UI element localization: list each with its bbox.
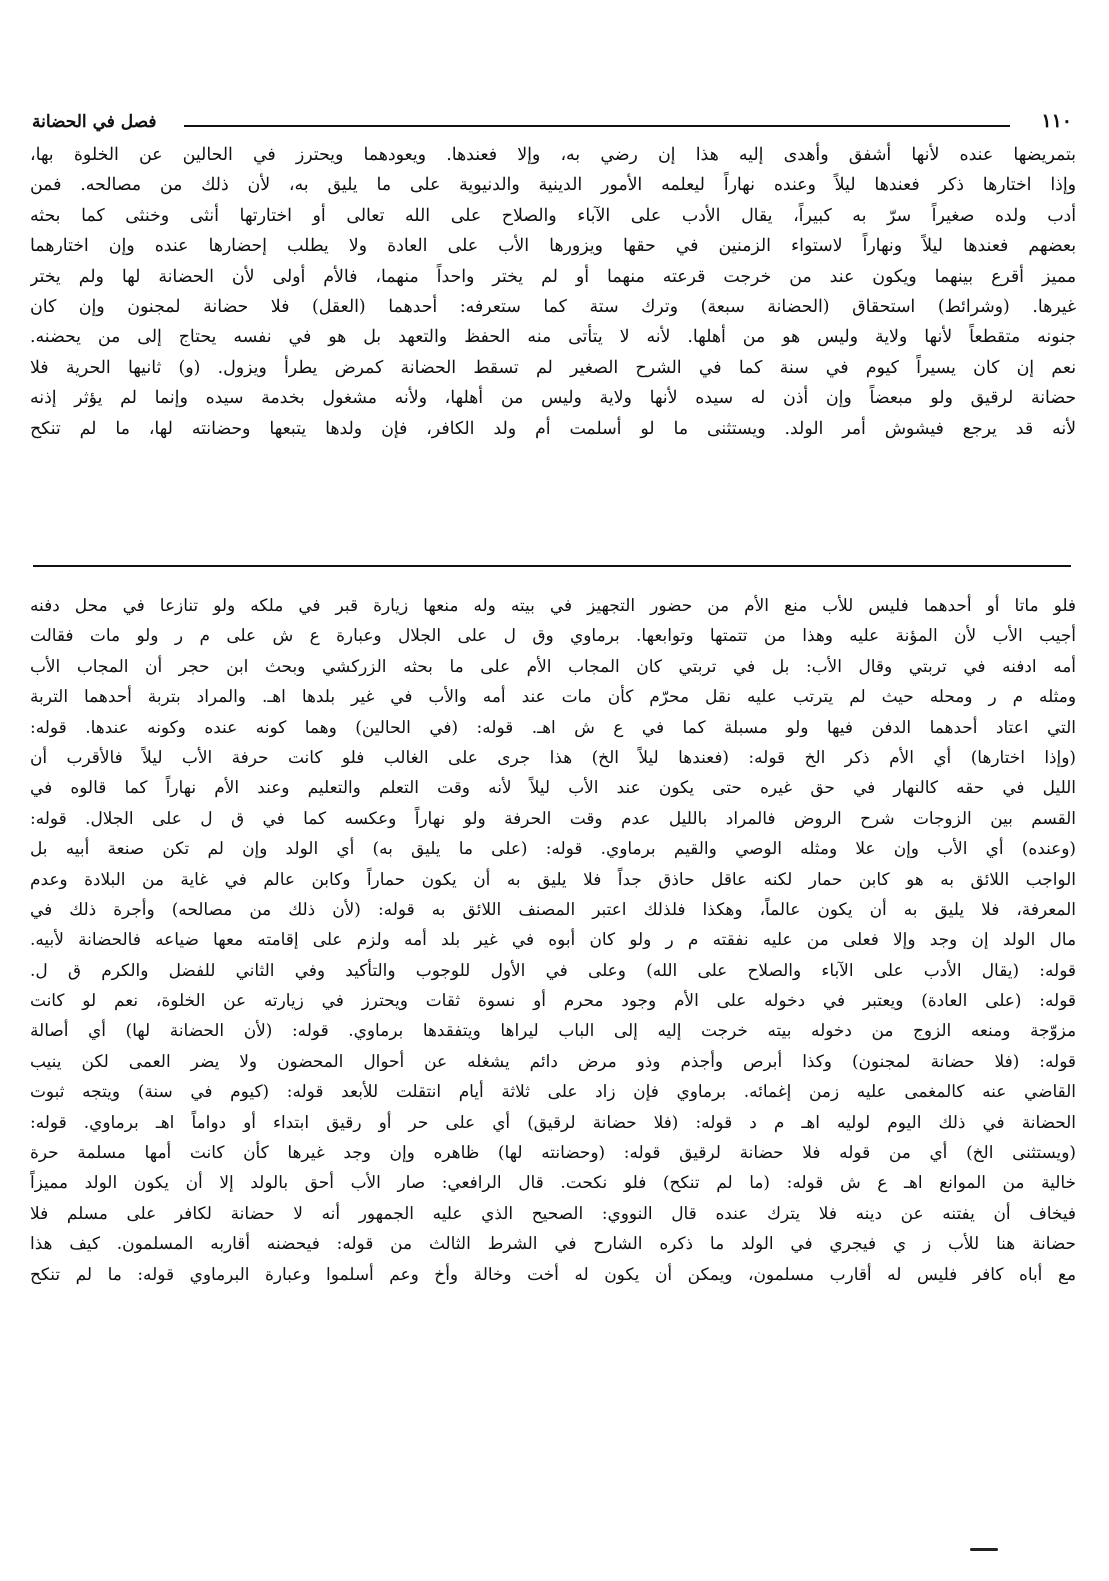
footnote-line: خالية من الموانع اهـ ع ش قوله: (ما لم تنكح) فلو نكحت. قال الرافعي: صار الأب أحق بالولد إلا أن يكون الولد مميزاً	[30, 1172, 1076, 1193]
footnote-text	[30, 590, 1076, 1289]
main-text-line: أدب ولده صغيراً سرّ به كبيراً، يقال الأدب على الآباء والصلاح على الله تعالى أو اختارتها أنثى وخنثى كما بحثه	[30, 205, 1076, 226]
header-rule	[184, 125, 1010, 127]
section-title: فصل في الحضانة	[32, 112, 157, 132]
footnote-line: الليل في حقه كالنهار في حق غيره حتى يكون عند الأب ليلاً لأنه وقت التعلم والتعليم وعند الأم نهاراً كما قالوه في	[30, 777, 1076, 798]
footnote-line: القسم بين الزوجات شرح الروض فالمراد بالليل عدم وقت الحرفة ولو نهاراً وعكسه كما في ق ل على الجلال. قوله:	[30, 807, 1076, 828]
main-text-line: غيرها. (وشرائط) استحقاق (الحضانة سبعة) وترك ستة كما ستعرفه: أحدهما (العقل) فلا حضانة لمجنون وإن كان	[30, 296, 1076, 317]
main-text-line: لأنه قد يرجع فيشوش أمر الولد. ويستثنى ما لو أسلمت أم ولد الكافر، فإن ولدها يتبعها وحضانته لها، ما لم تنكح	[30, 418, 1076, 439]
main-text-line: مميز أقرع بينهما ويكون عند من خرجت قرعته منهما أو لم يختر واحداً منهما، فالأم أولى لأن الحضانة لها ولم يختر	[30, 266, 1076, 287]
footnote-line: الواجب اللائق به هو كابن حمار لكنه عاقل حاذق جداً فلا يليق به أن يكون حماراً وكابن عالم في غاية من البلادة وعدم	[30, 868, 1076, 889]
main-text-line: بعضهم فعندها ليلاً ونهاراً لاستواء الزمنين في حقها ويزورها الأب على العادة ولا يطلب إحضارها عنده وإن اختارهما	[30, 236, 1076, 257]
main-text-line: بتمريضها عنده لأنها أشفق وأهدى إليه هذا إن رضي به، وإلا فعندها. ويعودهما ويحترز في الحالين عن الخلوة بها،	[30, 145, 1076, 165]
footnote-line: (وإذا اختارها) أي الأم ذكر الخ قوله: (فعندها ليلاً الخ) هذا جرى على الغالب فلو كانت حرفة الأب ليلاً فالأقرب أن	[30, 746, 1076, 767]
main-text-line: جنونه متقطعاً لأنها ولاية وليس هو من أهلها. لأنه لا يتأتى منه الحفظ والتعهد بل هو في نفسه يحتاج إلى من يحضنه.	[30, 327, 1076, 348]
footnote-line: أمه ادفنه في تربتي وقال الأب: بل في تربتي كان المجاب الأم على ما بحثه الزركشي وبحث ابن حجر أن المجاب الأب	[30, 655, 1076, 676]
footnote-line: ومثله م ر ومحله حيث لم يترتب عليه نقل محرّم كأن مات عند أمه والأب في غير بلدها اهـ. والمراد بتربة أحدهما التربة	[30, 686, 1076, 707]
footnote-line: مال الولد إن وجد وإلا فعلى من عليه نفقته م ر ولو كان أبوه في غير بلد أمه ولزم على إقامته معها ضياعه فالحضانة لأبيه.	[30, 929, 1076, 950]
footnote-line: مع أباه كافر فليس له أقارب مسلمون، ويمكن أن يكون له أخت وخالة وأخ وعم أسلموا وعبارة البرماوي قوله: ما لم تنكح	[30, 1263, 1076, 1284]
footnote-line: فيخاف أن يفتنه عن دينه فلا يترك عنده قال النووي: الصحيح الذي عليه الجمهور أنه لا حضانة لكافر على مسلم فلا	[30, 1202, 1076, 1223]
footnote-line: قوله: (على العادة) ويعتبر في دخوله على الأم وجود محرم أو نسوة ثقات ويحترز في زيارته عن الخلوة، نعم لو كانت	[30, 990, 1076, 1011]
footnote-line: (وعنده) أي الأب وإن علا ومثله الوصي والقيم برماوي. قوله: (على ما يليق به) أي الولد وإن لم تكن صنعة أبيه بل	[30, 838, 1076, 859]
footnote-line: القاضي عنه كالمغمى عليه زمن إغمائه. برماوي فإن زاد على ثلاثة أيام انتقلت للأبعد قوله: (كيوم في سنة) ويتجه ثبوت	[30, 1081, 1076, 1102]
main-text	[30, 140, 1076, 444]
footnote-line: حضانة هنا للأب ز ي فيجري في الولد ما ذكره الشارح في الشرط الثالث من قوله: فيحضنه أقاربه المسلمون. كيف هذا	[30, 1233, 1076, 1254]
main-text-line: حضانة لرقيق ولو مبعضاً وإن أذن له سيده لأنها ولاية وليس من أهلها، ولأنه مشغول بخدمة سيده وإنما لم يؤثر إذنه	[30, 388, 1076, 409]
footnote-line: التي اعتاد أحدهما الدفن فيها ولو مسبلة كما في ع ش اهـ. قوله: (في الحالين) وهما كونه عنده وكونه عندها. قوله:	[30, 716, 1076, 737]
main-text-line: نعم إن كان يسيراً كيوم في سنة كما في الشرح الصغير لم تسقط الحضانة كمرض يطرأ ويزول. (و) ثانيها الحرية فلا	[30, 357, 1076, 378]
footnote-line: الحضانة في ذلك اليوم لوليه اهـ م د قوله: (فلا حضانة لرقيق) أي على حر أو رقيق ابتداء أو دواماً اهـ برماوي. قوله:	[30, 1111, 1076, 1132]
page-number: ١١٠	[1041, 110, 1072, 132]
footnote-separator	[33, 565, 1071, 567]
footnote-line: فلو ماتا أو أحدهما فليس للأب منع الأم من حضور التجهيز في بيته وله منعها زيارة قبر في ملكه ولو تنازعا في محل دفنه	[30, 595, 1076, 615]
main-text-line: وإذا اختارها ذكر فعندها ليلاً وعنده نهاراً ليعلمه الأمور الدينية والدنيوية على ما يليق به، لأن ذلك من مصالحه. فمن	[30, 175, 1076, 196]
footnote-line: مزوّجة ومنعه الزوج من دخوله بيته خرجت إليه إلى الباب ليراها ويتفقدها برماوي. قوله: (لأن الحضانة لها) أي أصالة	[30, 1020, 1076, 1041]
footnote-line: المعرفة، فلا يليق به أن يكون عالماً، وهكذا فلذلك اعتبر المصنف اللائق به قوله: (لأن ذلك من مصالحه) وأجرة ذلك في	[30, 898, 1076, 919]
footnote-line: أجيب الأب لأن المؤنة عليه وهذا من تتمتها وتوابعها. برماوي وق ل على الجلال وعبارة ع ش على م ر ولو مات فقالت	[30, 625, 1076, 646]
footnote-line: قوله: (فلا حضانة لمجنون) وكذا أبرص وأجذم وذو مرض دائم يشغله عن أحوال المحضون ولا يضر العمى لكن ينيب	[30, 1050, 1076, 1071]
footnote-line: قوله: (يقال الأدب على الآباء والصلاح على الله) وعلى في الأول للوجوب والتأكيد وفي الثاني للفضل والكرم ق ل.	[30, 959, 1076, 980]
footnote-line: (ويستثنى الخ) أي من قوله فلا حضانة لرقيق قوله: (وحضانته لها) ظاهره وإن وجد غيرها كأن كانت أمها مسلمة حرة	[30, 1142, 1076, 1163]
page-footer-mark	[970, 1548, 998, 1551]
